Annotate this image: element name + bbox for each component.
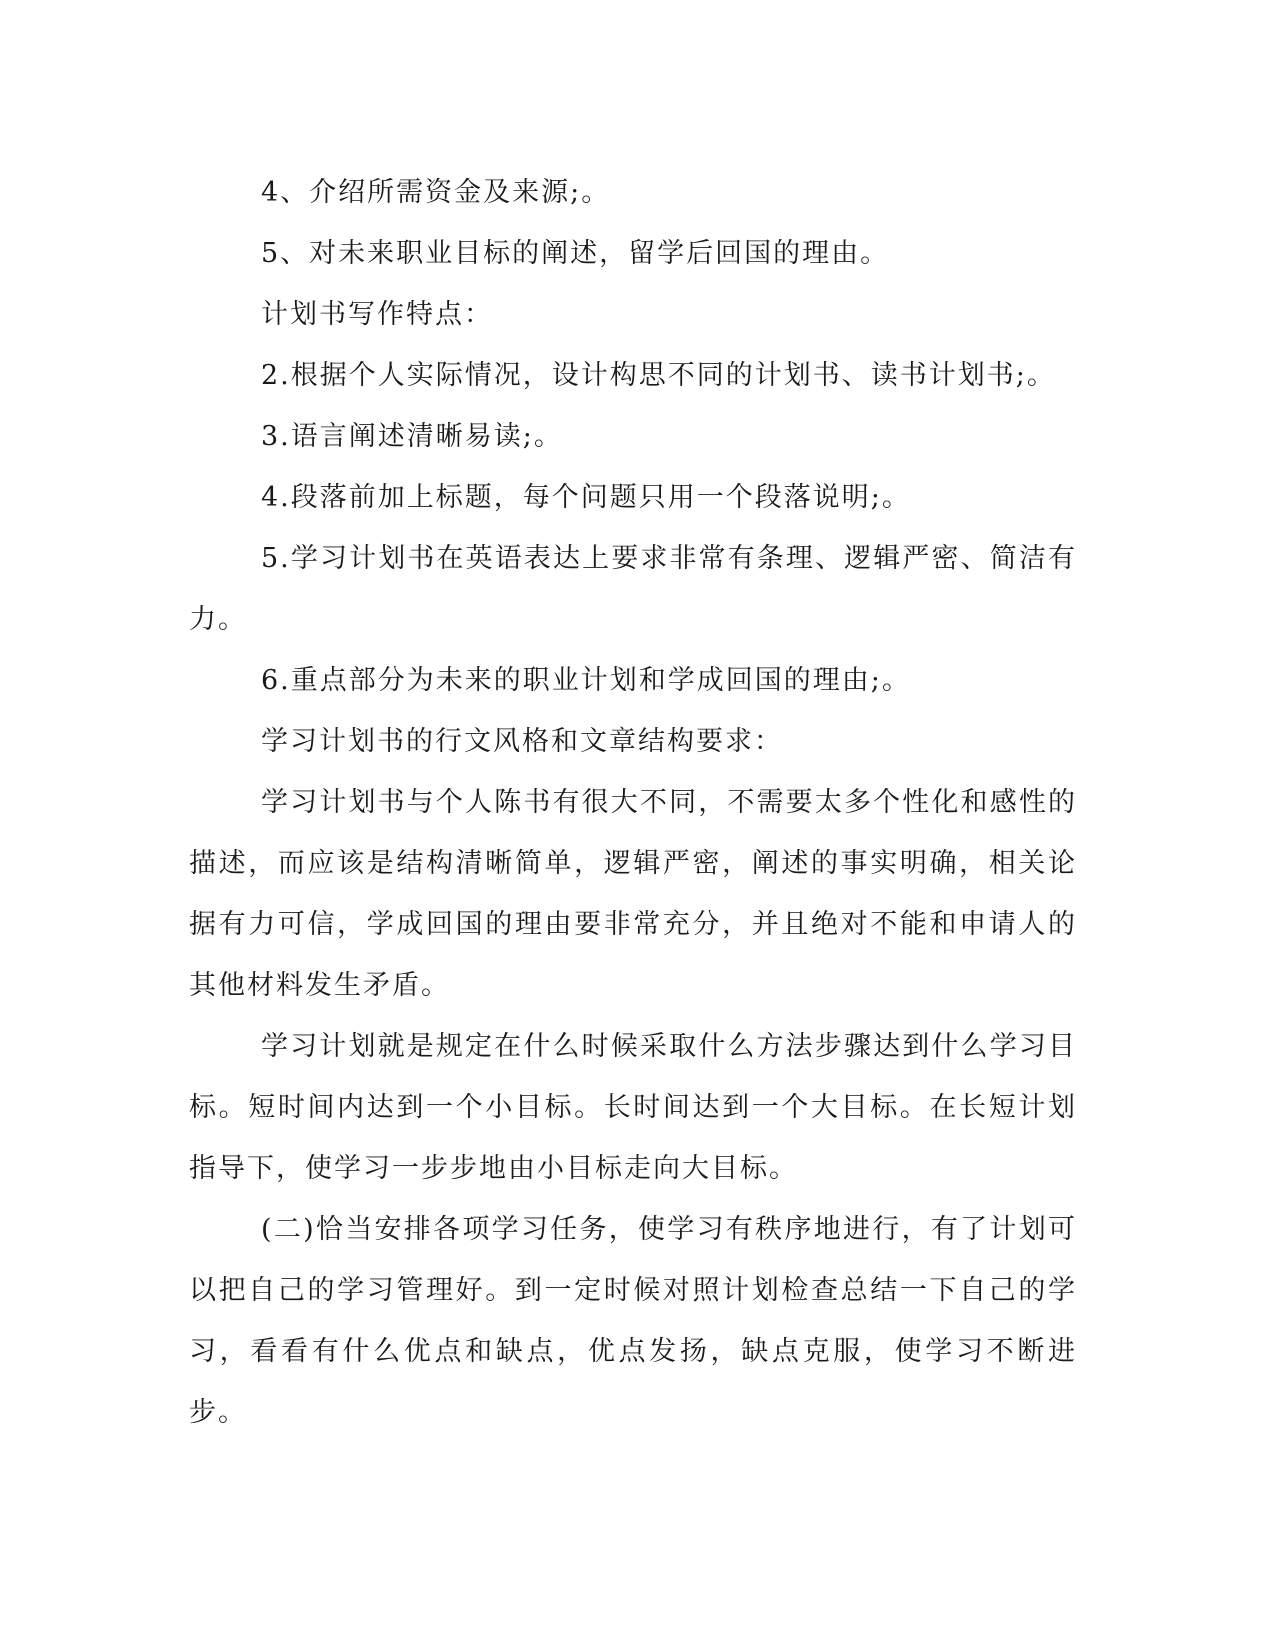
paragraph: 5.学习计划书在英语表达上要求非常有条理、逻辑严密、简洁有力。 (189, 543, 1077, 635)
paragraph: 计划书写作特点： (261, 299, 493, 330)
paragraph: 6.重点部分为未来的职业计划和学成回国的理由;。 (261, 665, 911, 696)
paragraph: 学习计划书与个人陈书有很大不同，不需要太多个性化和感性的描述，而应该是结构清晰简单，逻辑严密，阐述的事实明确，相关论据有力可信，学成回国的理由要非常充分，并且绝对不能和申请人的其他材料发生矛盾。 (189, 787, 1077, 1001)
paragraph: 学习计划书的行文风格和文章结构要求： (261, 726, 783, 757)
paragraph: 4、介绍所需资金及来源;。 (261, 177, 611, 208)
paragraph: 3.语言阐述清晰易读;。 (261, 421, 563, 452)
document-body (189, 162, 1077, 1443)
paragraph: 学习计划就是规定在什么时候采取什么方法步骤达到什么学习目标。短时间内达到一个小目标。长时间达到一个大目标。在长短计划指导下，使学习一步步地由小目标走向大目标。 (189, 1031, 1077, 1184)
paragraph: 2.根据个人实际情况，设计构思不同的计划书、读书计划书;。 (261, 360, 1056, 391)
paragraph: 5、对未来职业目标的阐述，留学后回国的理由。 (261, 238, 890, 269)
paragraph: (二)恰当安排各项学习任务，使学习有秩序地进行，有了计划可以把自己的学习管理好。到一定时候对照计划检查总结一下自己的学习，看看有什么优点和缺点，优点发扬，缺点克服，使学习不断进步。 (189, 1214, 1077, 1428)
paragraph: 4.段落前加上标题，每个问题只用一个段落说明;。 (261, 482, 911, 513)
